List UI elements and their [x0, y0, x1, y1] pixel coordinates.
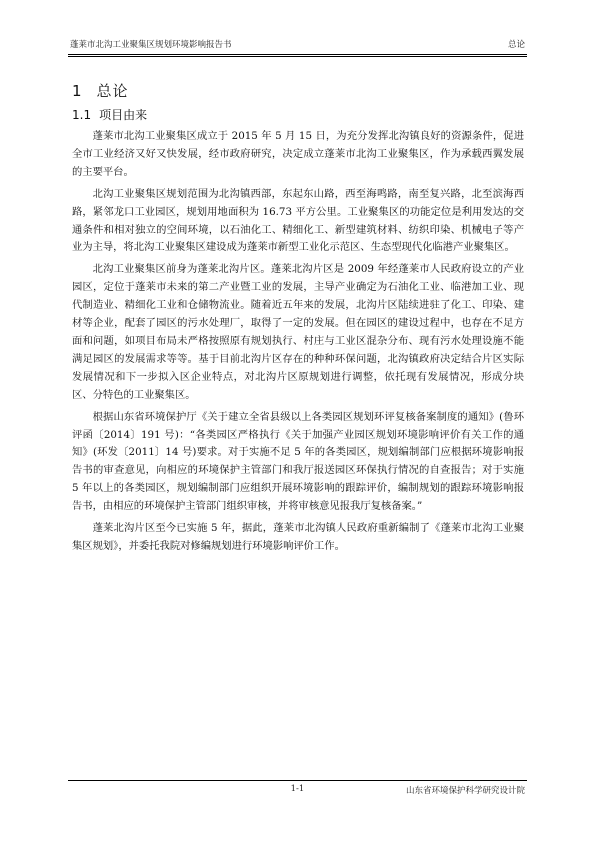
footer-rule: [68, 780, 527, 781]
paragraph: 北沟工业聚集区前身为蓬莱北沟片区。蓬莱北沟片区是 2009 年经蓬莱市人民政府设立的产业园区，定位于蓬莱市未来的第二产业暨工业的发展，主导产业确定为石油化工业、临港加工业、现代制造业、精细化工业和仓储物流业。随着近五年来的发展，北沟片区陆续进驻了化工、印染、建材等企业，配套了园区的污水处理厂，取得了一定的发展。但在园区的建设过程中，也存在不足方面和问题，如项目布局未严格按照原有规划执行、村庄与工业区混杂分布、现有污水处理设施不能满足园区的发展需求等等。基于目前北沟片区存在的种种环保问题，北沟镇政府决定结合片区实际发展情况和下一步拟入区企业特点，对北沟片区原规划进行调整，依托现有发展情况，形成分块区、分特色的工业聚集区。: [72, 263, 524, 401]
paragraph: 根据山东省环境保护厅《关于建立全省县级以上各类园区规划环评复核备案制度的通知》(鲁环评函〔2014〕191 号)：“各类园区严格执行《关于加强产业园区规划环境影响评价有关工作的通知》(环发〔2011〕14 号)要求。对于实施不足 5 年的各类园区，规划编制部门应根据环境影响报告书的审查意见，向相应的环境保护主管部门和我厅报送园区环保执行情况的自查报告；对于实施 5 年以上的各类园区，规划编制部门应组织开展环境影响的跟踪评价，编制规划的跟踪环境影响报告书，由相应的环境保护主管部门组织审核，并将审核意见报我厅复核备案。”: [72, 410, 524, 513]
page-header: [68, 34, 527, 50]
section-number: 1.1: [72, 108, 92, 122]
header-rule: [68, 54, 527, 57]
paragraph: 北沟工业聚集区规划范围为北沟镇西部，东起东山路，西至海鸣路，南至复兴路，北至滨海西路，紧邻龙口工业园区，规划用地面积为 16.73 平方公里。工业聚集区的功能定位是利用发达的交通条件和相对独立的空间环境，以石油化工、精细化工、新型建筑材料、纺织印染、机械电子等产业为主导，将北沟工业聚集区建设成为蓬莱市新型工业化示范区、生态型现代化临港产业聚集区。: [72, 187, 524, 254]
section-title: 项目由来: [99, 108, 148, 122]
page-number: 1-1: [290, 784, 305, 794]
header-document-title: 蓬莱市北沟工业聚集区规划环境影响报告书: [70, 40, 232, 50]
chapter-title: 总论: [96, 82, 129, 100]
chapter-heading: [72, 80, 129, 101]
section-heading: [72, 106, 147, 123]
footer-organization: 山东省环境保护科学研究设计院: [405, 786, 525, 796]
body-text: [72, 128, 524, 560]
paragraph: 蓬莱北沟片区至今已实施 5 年，据此，蓬莱市北沟镇人民政府重新编制了《蓬莱市北沟工业聚集区规划》，并委托我院对修编规划进行环境影响评价工作。: [72, 522, 524, 552]
chapter-number: 1: [72, 82, 83, 100]
paragraph: 蓬莱市北沟工业聚集区成立于 2015 年 5 月 15 日，为充分发挥北沟镇良好的资源条件，促进全市工业经济又好又快发展，经市政府研究，决定成立蓬莱市北沟工业聚集区，作为承载西翼发展的主要平台。: [72, 130, 524, 178]
header-section-name: 总论: [507, 40, 525, 50]
